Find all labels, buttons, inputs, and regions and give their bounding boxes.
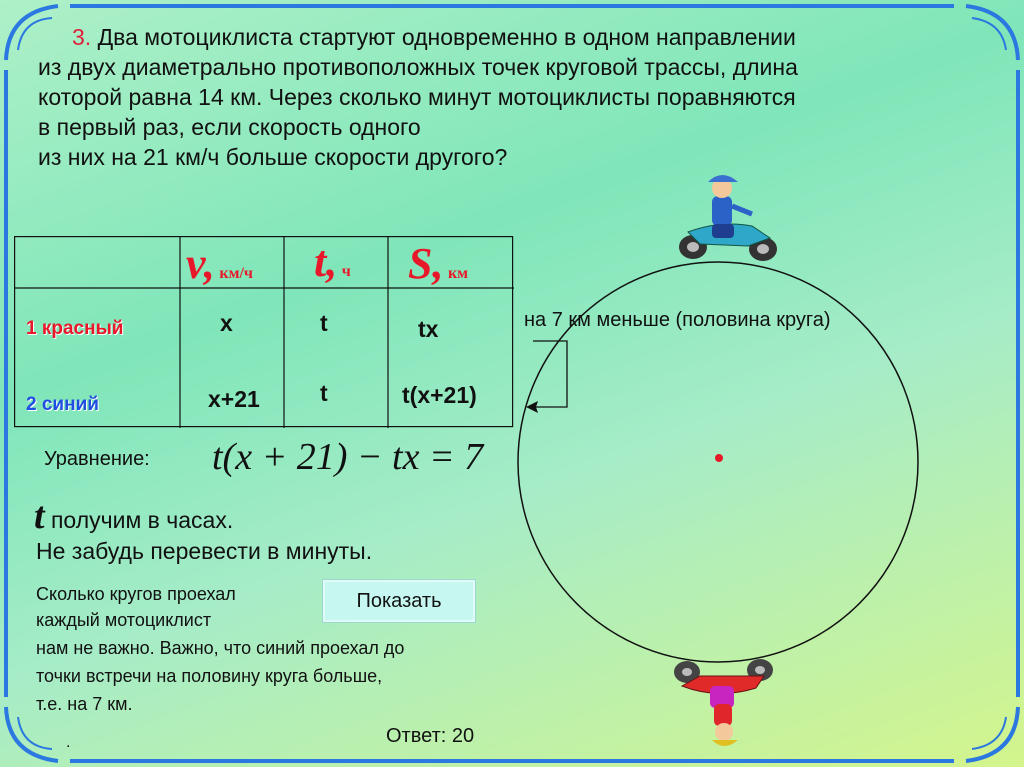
problem-line-2: из двух диаметрально противоположных точек круговой трассы, длина bbox=[38, 54, 798, 80]
footer-dot: . bbox=[66, 734, 71, 751]
problem-line-5: из них на 21 км/ч больше скорости другого? bbox=[38, 144, 508, 170]
answer-text: Ответ: 20 bbox=[386, 725, 475, 747]
problem-line-3: которой равна 14 км. Через сколько минут мотоциклисты поравняются bbox=[38, 84, 796, 110]
cell-blue-distance: t(x+21) bbox=[402, 382, 477, 408]
cell-blue-velocity: x+21 bbox=[208, 386, 260, 412]
header-distance-symbol: S, bbox=[408, 239, 444, 288]
header-velocity-unit: км/ч bbox=[219, 265, 253, 282]
problem-line-4: в первый раз, если скорость одного bbox=[38, 114, 421, 140]
equation-label: Уравнение: bbox=[44, 448, 150, 470]
cell-blue-time: t bbox=[320, 380, 328, 406]
show-button[interactable]: Показать bbox=[322, 579, 476, 623]
motorcyclist-top-icon bbox=[679, 175, 777, 261]
hint-hours-text: получим в часах. bbox=[50, 507, 234, 533]
cell-red-distance: tx bbox=[418, 316, 439, 342]
row-label-red: 1 красный bbox=[26, 318, 124, 339]
hint-minutes: Не забудь перевести в минуты. bbox=[36, 538, 373, 564]
equation-formula: t(x + 21) − tx = 7 bbox=[212, 436, 484, 478]
track-center-dot bbox=[715, 454, 723, 462]
problem-text-1: Два мотоциклиста стартуют одновременно в одном направлении bbox=[97, 24, 796, 50]
note-line-1: Сколько кругов проехал bbox=[36, 584, 236, 604]
note-line-2: каждый мотоциклист bbox=[36, 610, 212, 630]
hint-t-symbol: t bbox=[34, 495, 45, 537]
note-line-4: точки встречи на половину круга больше, bbox=[36, 666, 383, 686]
problem-number: 3. bbox=[72, 24, 92, 50]
header-time-unit: ч bbox=[341, 263, 351, 280]
header-velocity-symbol: v, bbox=[186, 239, 215, 288]
header-time-symbol: t, bbox=[314, 237, 338, 286]
header-distance-unit: км bbox=[447, 265, 469, 282]
circle-note: на 7 км меньше (половина круга) bbox=[524, 309, 831, 331]
note-line-3: нам не важно. Важно, что синий проехал до bbox=[36, 638, 405, 658]
row-label-blue: 2 синий bbox=[26, 394, 99, 415]
note-line-5: т.е. на 7 км. bbox=[36, 694, 133, 714]
motorcyclist-bottom-icon bbox=[674, 659, 773, 746]
cell-red-time: t bbox=[320, 310, 328, 336]
cell-red-velocity: x bbox=[220, 310, 233, 336]
